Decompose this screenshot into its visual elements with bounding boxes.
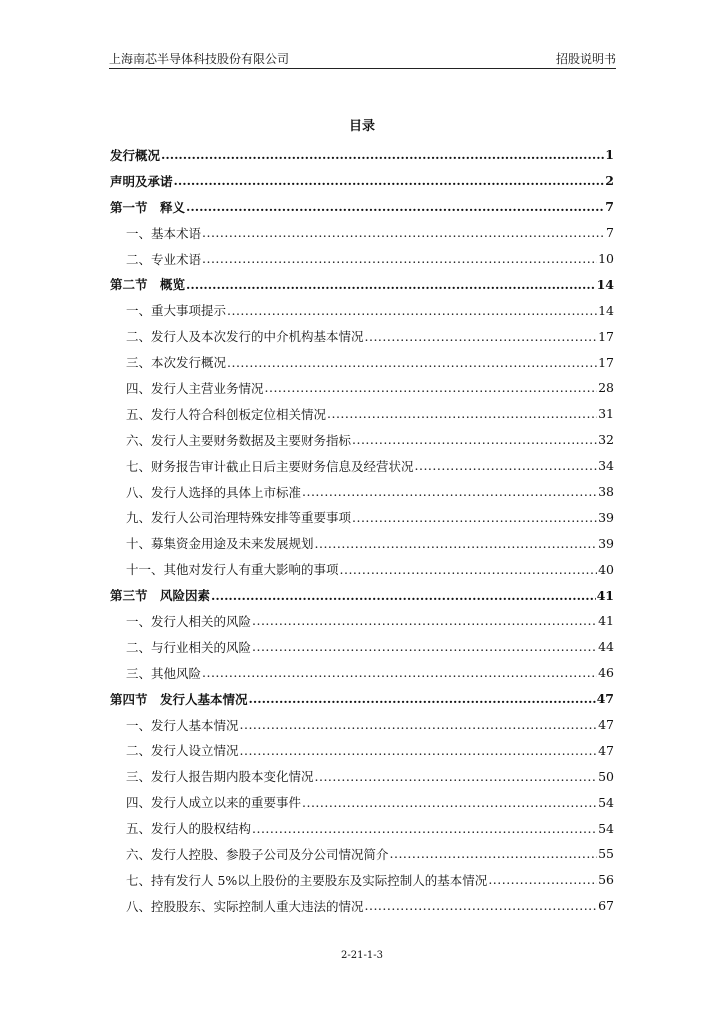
toc-entry-label: 五、发行人符合科创板定位相关情况 bbox=[126, 406, 327, 422]
toc-entry-label: 二、发行人设立情况 bbox=[126, 743, 239, 759]
header-company-name: 上海南芯半导体科技股份有限公司 bbox=[109, 52, 290, 66]
toc-dot-leader bbox=[252, 613, 597, 628]
toc-entry-page: 7 bbox=[606, 225, 614, 241]
toc-entry-page: 40 bbox=[598, 561, 614, 577]
toc-entry[interactable] bbox=[110, 582, 614, 608]
toc-entry-label: 九、发行人公司治理特殊安排等重要事项 bbox=[126, 510, 352, 526]
toc-entry[interactable] bbox=[110, 271, 614, 297]
toc-entry-page: 34 bbox=[598, 458, 614, 474]
toc-entry-label: 八、发行人选择的具体上市标准 bbox=[126, 484, 302, 500]
table-of-contents bbox=[110, 142, 614, 919]
toc-dot-leader bbox=[315, 536, 598, 551]
toc-dot-leader bbox=[174, 173, 605, 188]
toc-entry[interactable] bbox=[110, 220, 614, 246]
toc-entry-label: 声明及承诺 bbox=[110, 173, 173, 189]
toc-entry[interactable] bbox=[110, 349, 614, 375]
toc-entry-label: 一、基本术语 bbox=[126, 225, 202, 241]
toc-entry-label: 一、发行人基本情况 bbox=[126, 717, 239, 733]
toc-entry-label: 一、重大事项提示 bbox=[126, 303, 227, 319]
toc-entry[interactable] bbox=[110, 763, 614, 789]
toc-entry-page: 55 bbox=[598, 846, 614, 862]
toc-entry-page: 39 bbox=[598, 535, 614, 551]
toc-dot-leader bbox=[240, 717, 598, 732]
toc-entry[interactable] bbox=[110, 504, 614, 530]
toc-dot-leader bbox=[352, 510, 597, 525]
toc-title: 目录 bbox=[348, 119, 375, 134]
toc-entry[interactable] bbox=[110, 401, 614, 427]
toc-dot-leader bbox=[315, 769, 598, 784]
toc-entry-page: 41 bbox=[598, 613, 614, 629]
toc-entry-label: 四、发行人成立以来的重要事件 bbox=[126, 795, 302, 811]
toc-entry[interactable] bbox=[110, 893, 614, 919]
toc-dot-leader bbox=[227, 355, 597, 370]
toc-entry[interactable] bbox=[110, 427, 614, 453]
toc-entry-page: 54 bbox=[598, 794, 614, 810]
toc-entry[interactable] bbox=[110, 815, 614, 841]
toc-dot-leader bbox=[202, 665, 597, 680]
toc-dot-leader bbox=[488, 872, 597, 887]
toc-entry-page: 67 bbox=[598, 898, 614, 914]
toc-dot-leader bbox=[186, 199, 604, 214]
toc-dot-leader bbox=[415, 458, 598, 473]
toc-entry-page: 41 bbox=[596, 587, 614, 603]
toc-entry[interactable] bbox=[110, 660, 614, 686]
toc-entry-page: 56 bbox=[598, 872, 614, 888]
toc-dot-leader bbox=[327, 406, 597, 421]
toc-entry-label: 第三节 风险因素 bbox=[110, 588, 211, 604]
toc-entry-label: 二、与行业相关的风险 bbox=[126, 639, 252, 655]
toc-entry-page: 46 bbox=[598, 665, 614, 681]
toc-entry-label: 三、发行人报告期内股本变化情况 bbox=[126, 769, 314, 785]
toc-entry-page: 31 bbox=[598, 406, 614, 422]
toc-entry[interactable] bbox=[110, 556, 614, 582]
toc-entry[interactable] bbox=[110, 453, 614, 479]
toc-dot-leader bbox=[340, 562, 598, 577]
toc-entry-page: 10 bbox=[598, 251, 614, 266]
toc-entry-page: 2 bbox=[605, 173, 614, 189]
toc-entry[interactable] bbox=[110, 246, 614, 272]
toc-dot-leader bbox=[202, 225, 605, 240]
toc-entry[interactable] bbox=[110, 712, 614, 738]
toc-dot-leader bbox=[249, 691, 596, 706]
toc-entry-label: 发行概况 bbox=[110, 147, 161, 163]
toc-entry-page: 14 bbox=[598, 302, 614, 318]
toc-dot-leader bbox=[227, 303, 597, 318]
toc-entry-label: 四、发行人主营业务情况 bbox=[126, 380, 264, 396]
page-header bbox=[109, 52, 616, 69]
toc-entry-page: 39 bbox=[598, 509, 614, 525]
toc-entry-label: 十、募集资金用途及未来发展规划 bbox=[126, 536, 314, 552]
toc-entry[interactable] bbox=[110, 737, 614, 763]
toc-entry-label: 一、发行人相关的风险 bbox=[126, 613, 252, 629]
toc-dot-leader bbox=[211, 588, 596, 603]
toc-entry-label: 第二节 概览 bbox=[110, 277, 186, 293]
toc-entry-label: 七、持有发行人 5%以上股份的主要股东及实际控制人的基本情况 bbox=[126, 872, 488, 888]
toc-entry-page: 17 bbox=[598, 328, 614, 344]
toc-dot-leader bbox=[161, 147, 604, 162]
toc-entry-page: 38 bbox=[598, 484, 614, 500]
toc-entry-page: 47 bbox=[598, 742, 614, 758]
toc-entry-label: 第一节 释义 bbox=[110, 199, 186, 215]
toc-dot-leader bbox=[202, 251, 597, 266]
toc-entry[interactable] bbox=[110, 867, 614, 893]
toc-entry-label: 第四节 发行人基本情况 bbox=[110, 691, 248, 707]
toc-dot-leader bbox=[302, 484, 597, 499]
toc-entry-label: 二、专业术语 bbox=[126, 251, 202, 267]
toc-dot-leader bbox=[186, 277, 596, 292]
toc-entry-page: 47 bbox=[598, 717, 614, 733]
toc-entry-page: 50 bbox=[598, 768, 614, 784]
toc-entry-label: 三、本次发行概况 bbox=[126, 355, 227, 371]
toc-entry[interactable] bbox=[110, 168, 614, 194]
header-document-type: 招股说明书 bbox=[555, 52, 616, 66]
toc-entry-page: 54 bbox=[598, 820, 614, 836]
toc-entry-label: 三、其他风险 bbox=[126, 665, 202, 681]
toc-entry-label: 二、发行人及本次发行的中介机构基本情况 bbox=[126, 329, 364, 345]
toc-entry[interactable] bbox=[110, 841, 614, 867]
toc-dot-leader bbox=[265, 380, 598, 395]
toc-entry[interactable] bbox=[110, 375, 614, 401]
toc-entry[interactable] bbox=[110, 789, 614, 815]
toc-dot-leader bbox=[302, 795, 597, 810]
toc-entry-page: 32 bbox=[598, 432, 614, 448]
toc-entry[interactable] bbox=[110, 634, 614, 660]
toc-entry[interactable] bbox=[110, 530, 614, 556]
toc-entry[interactable] bbox=[110, 323, 614, 349]
toc-entry-label: 八、控股股东、实际控制人重大违法的情况 bbox=[126, 898, 364, 914]
toc-entry-page: 7 bbox=[605, 199, 614, 215]
toc-dot-leader bbox=[252, 639, 597, 654]
toc-dot-leader bbox=[365, 329, 598, 344]
toc-entry-label: 七、财务报告审计截止日后主要财务信息及经营状况 bbox=[126, 458, 414, 474]
toc-entry-page: 47 bbox=[596, 691, 614, 707]
page-number: 2-21-1-3 bbox=[341, 950, 383, 961]
toc-entry-label: 六、发行人主要财务数据及主要财务指标 bbox=[126, 432, 352, 448]
toc-entry-page: 1 bbox=[605, 147, 614, 163]
toc-dot-leader bbox=[240, 743, 598, 758]
toc-entry-label: 五、发行人的股权结构 bbox=[126, 821, 252, 837]
toc-entry[interactable] bbox=[110, 686, 614, 712]
toc-entry-page: 44 bbox=[598, 639, 614, 655]
toc-dot-leader bbox=[365, 898, 598, 913]
toc-entry[interactable] bbox=[110, 297, 614, 323]
toc-entry[interactable] bbox=[110, 608, 614, 634]
toc-entry-label: 十一、其他对发行人有重大影响的事项 bbox=[126, 562, 339, 578]
toc-entry[interactable] bbox=[110, 142, 614, 168]
toc-dot-leader bbox=[252, 821, 597, 836]
toc-dot-leader bbox=[390, 846, 598, 861]
toc-entry-page: 28 bbox=[598, 380, 614, 396]
toc-dot-leader bbox=[352, 432, 597, 447]
toc-entry[interactable] bbox=[110, 479, 614, 505]
toc-entry-page: 14 bbox=[596, 276, 614, 292]
toc-entry-label: 六、发行人控股、参股子公司及分公司情况简介 bbox=[126, 846, 389, 862]
toc-entry[interactable] bbox=[110, 194, 614, 220]
toc-entry-page: 17 bbox=[598, 354, 614, 370]
